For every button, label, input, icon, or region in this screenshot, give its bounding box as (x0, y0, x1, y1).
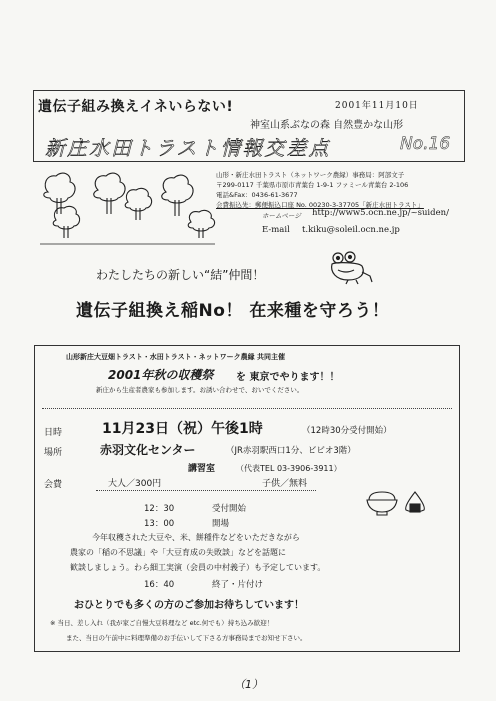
tree-icon (188, 210, 214, 238)
footnote-1: ※ 当日、差し入れ（我が家ご自慢大豆料理など etc.何でも）持ち込み歓迎！ (50, 619, 274, 627)
homepage-url[interactable]: http://www5.ocn.ne.jp/~suiden/ (312, 208, 449, 218)
tel-fax-line: 電話&Fax：0436-61-3677 (216, 191, 298, 199)
newsletter-title: 新庄水田トラスト情報交差点 (45, 136, 331, 160)
fee-label: 会費 (44, 480, 63, 490)
fee-rule (96, 490, 316, 491)
venue-label: 場所 (44, 448, 63, 458)
frog-icon (326, 250, 374, 286)
schedule-time-1: 12：30 (144, 504, 175, 514)
email-address[interactable]: t.kiku@soleil.ocn.ne.jp (302, 225, 400, 235)
new-friends-line: わたしたちの新しい“結”仲間！ (96, 268, 265, 282)
schedule-item-2: 開場 (212, 519, 230, 529)
headline: 遺伝子組み換えイネいらない! (38, 99, 234, 115)
fee-adult: 大人／300円 (108, 479, 162, 489)
closing-time: 16：40 (144, 580, 175, 590)
event-venue: 赤羽文化センター (100, 443, 196, 457)
address-line: 〒299-0117 千葉県市原市青葉台 1-9-1 ファミール青葉台 2-106 (216, 181, 409, 189)
body-line-1: 今年収穫された大豆や、米、餅種件などをいただきながら (92, 533, 300, 542)
tree-icon (125, 188, 151, 220)
body-line-2: 農家の「稲の不思議」や「大豆育成の失敗談」などを話題に (70, 548, 286, 557)
venue-access: （JR赤羽駅西口1分、ビビオ3階） (226, 446, 356, 456)
page-number: （1） (234, 678, 263, 691)
date-label: 日時 (44, 428, 63, 438)
event-phone: （代表TEL 03-3906-3911） (236, 464, 342, 473)
tree-icon (162, 175, 193, 216)
event-room: 講習室 (188, 464, 216, 474)
rice-ball-icon (402, 490, 428, 514)
event-date-note: （12時30分受付開始） (302, 426, 392, 436)
slogan: 遺伝子組換え稲No！ 在来種を守ろう！ (76, 301, 390, 321)
email-label: E-mail (262, 225, 290, 235)
issue-number: No.16 (400, 134, 451, 154)
office-line: 山形・新庄水田トラスト（ネットワーク農縁）事務局：阿部文子 (216, 171, 405, 179)
tree-icon (94, 173, 125, 214)
event-note: 新庄から生産者農家も参加します。お誘い合わせで、おいでください。 (96, 386, 304, 394)
footnote-2: また、当日の午前中に料理準備のお手伝いして下さる方事務局までお知せ下さい。 (66, 634, 307, 642)
invite-line: おひとりでも多くの方のご参加お待ちしています！ (74, 600, 304, 611)
trees-illustration (40, 168, 220, 246)
subtitle: 神室山系ぶなの森 自然豊かな山形 (250, 120, 404, 131)
closing-item: 終了・片付け (212, 580, 264, 590)
dotted-rule (42, 408, 452, 409)
rice-bowl-icon (365, 488, 399, 516)
issue-date: 2001年11月10日 (335, 101, 419, 111)
event-title-suffix: を 東京でやります！！ (236, 372, 340, 383)
event-organizer: 山形新庄大豆畑トラスト・水田トラスト・ネットワーク農縁 共同主催 (66, 353, 286, 361)
event-title: 2001年秋の収穫祭 (108, 368, 214, 382)
homepage-label: ホームページ (262, 212, 301, 220)
fee-child: 子供／無料 (262, 479, 308, 489)
body-line-3: 歓談しましょう。わら細工実演（会員の中村義子）も予定しています。 (70, 563, 326, 572)
account-line: 会費振込先：郵便振込口座 No. 00230-3-37705「新庄水田トラスト」 (216, 201, 424, 209)
event-date: 11月23日（祝）午後1時 (102, 421, 263, 437)
schedule-time-2: 13：00 (144, 519, 175, 529)
schedule-item-1: 受付開始 (212, 504, 247, 514)
